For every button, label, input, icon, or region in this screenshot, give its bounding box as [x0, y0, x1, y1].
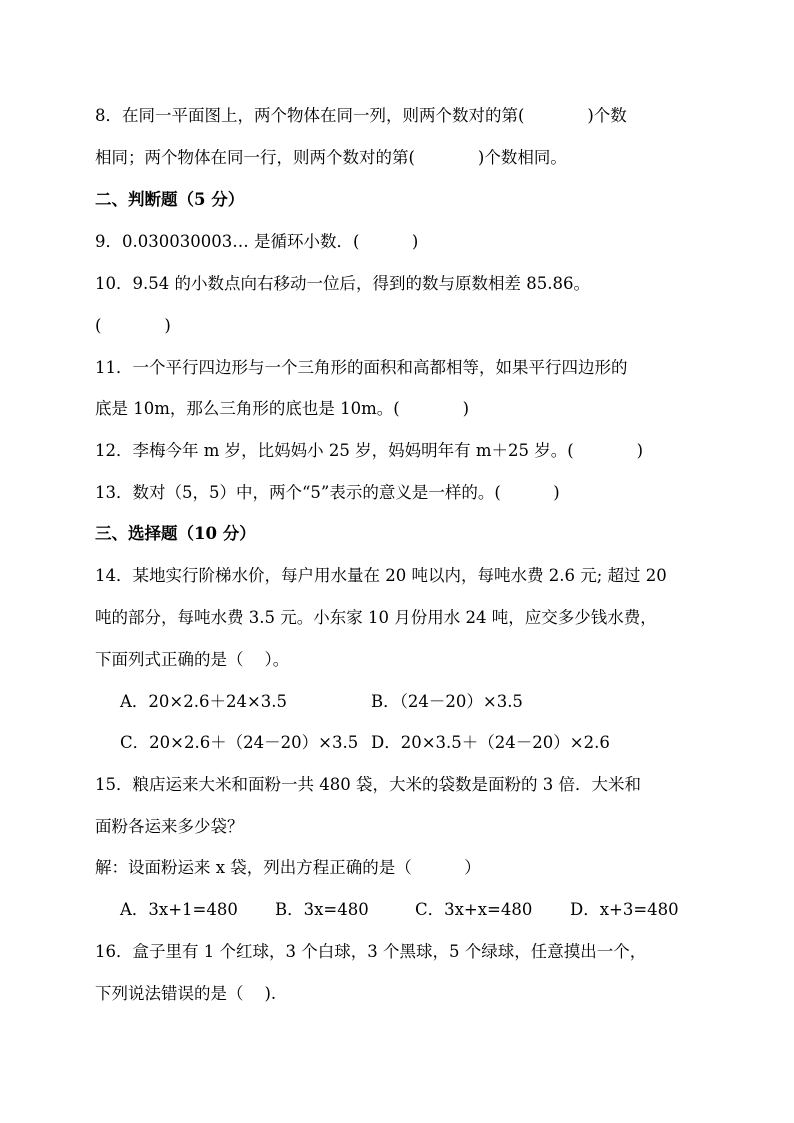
question-12: 12．李梅今年 m 岁，比妈妈小 25 岁，妈妈明年有 m＋25 岁。( ) [95, 441, 644, 460]
q15-option-b: B．3x=480 [275, 900, 369, 919]
q14-line-2: 吨的部分，每吨水费 3.5 元。小东家 10 月份用水 24 吨，应交多少钱水费， [95, 608, 657, 627]
q16-line-2: 下列说法错误的是（ ). [95, 984, 277, 1003]
q8-line-1: 8．在同一平面图上，两个物体在同一列，则两个数对的第( )个数 [95, 106, 627, 125]
q14-line-1: 14．某地实行阶梯水价，每户用水量在 20 吨以内，每吨水费 2.6 元; 超过 20 [95, 566, 667, 585]
q15-option-d: D．x+3=480 [570, 900, 679, 919]
q11-line-2: 底是 10m，那么三角形的底也是 10m。( ) [95, 399, 470, 418]
q11-line-1: 11．一个平行四边形与一个三角形的面积和高都相等，如果平行四边形的 [95, 358, 628, 377]
q14-option-c: C．20×2.6＋（24－20）×3.5 [120, 733, 359, 752]
question-13: 13．数对（5，5）中，两个“5”表示的意义是一样的。( ) [95, 483, 560, 502]
q10-line-2: ( ) [95, 316, 171, 335]
q15-line-1: 15．粮店运来大米和面粉一共 480 袋，大米的袋数是面粉的 3 倍．大米和 [95, 775, 641, 794]
q16-line-1: 16．盒子里有 1 个红球，3 个白球，3 个黑球，5 个绿球，任意摸出一个， [95, 942, 647, 961]
q15-option-a: A．3x+1=480 [120, 900, 238, 919]
q15-line-3: 解：设面粉运来 x 袋，列出方程正确的是（ ） [95, 858, 481, 877]
q14-line-3: 下面列式正确的是（ ）。 [95, 650, 290, 669]
q14-option-b: B．（24－20）×3.5 [371, 692, 523, 711]
q10-line-1: 10．9.54 的小数点向右移动一位后，得到的数与原数相差 85.86。 [95, 274, 590, 293]
q8-line-2: 相同；两个物体在同一行，则两个数对的第( )个数相同。 [95, 148, 567, 167]
q14-option-d: D．20×3.5＋（24－20）×2.6 [371, 733, 610, 752]
question-9: 9．0.030030003… 是循环小数．( ) [95, 232, 419, 251]
q14-option-a: A．20×2.6＋24×3.5 [120, 692, 288, 711]
section-2-heading: 二、判断题（5 分） [95, 190, 245, 209]
q15-option-c: C．3x+x=480 [415, 900, 533, 919]
section-3-heading: 三、选择题（10 分） [95, 524, 256, 543]
q15-line-2: 面粉各运来多少袋？ [95, 817, 244, 836]
